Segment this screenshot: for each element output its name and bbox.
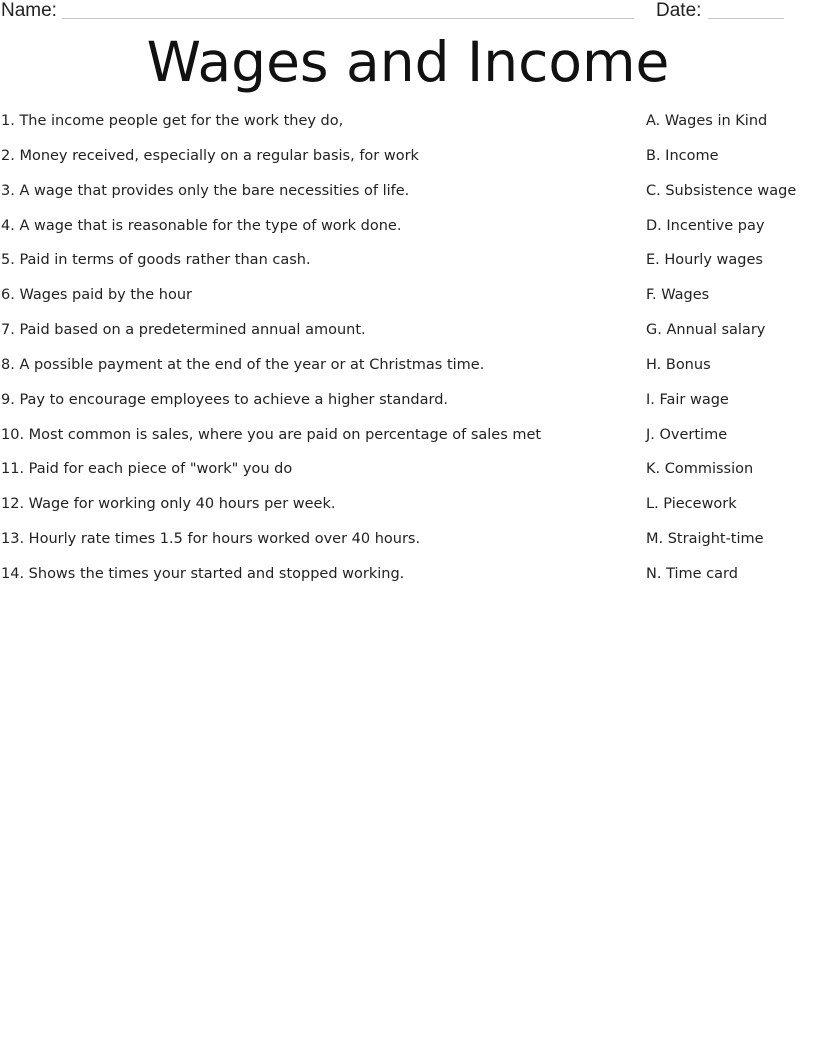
clue-text: 8. A possible payment at the end of the year or at Christmas time. — [1, 356, 485, 373]
matching-row — [0, 145, 816, 180]
clue-text: 1. The income people get for the work they do, — [1, 113, 344, 129]
matching-row — [0, 215, 816, 250]
matching-row — [0, 528, 816, 563]
date-label: Date: — [656, 0, 702, 21]
matching-row — [0, 110, 816, 145]
clue-text: 2. Money received, especially on a regular basis, for work — [1, 147, 419, 164]
answer-option: G. Annual salary — [646, 322, 766, 339]
matching-row — [0, 493, 816, 528]
matching-row — [0, 354, 816, 389]
clue-text: 7. Paid based on a predetermined annual amount. — [1, 322, 366, 339]
matching-row — [0, 389, 816, 424]
clue-text: 4. A wage that is reasonable for the type of work done. — [1, 217, 402, 234]
answer-option: J. Overtime — [646, 426, 728, 443]
matching-row — [0, 180, 816, 215]
answer-option: K. Commission — [646, 461, 754, 478]
matching-row — [0, 284, 816, 319]
answer-option: I. Fair wage — [646, 391, 729, 408]
answer-option: F. Wages — [646, 287, 710, 304]
clue-text: 12. Wage for working only 40 hours per week. — [1, 496, 336, 513]
answer-option: A. Wages in Kind — [646, 113, 768, 129]
answer-option: L. Piecework — [646, 496, 737, 513]
answer-option: N. Time card — [646, 565, 738, 582]
date-field-line[interactable] — [708, 18, 784, 19]
answer-option: H. Bonus — [646, 356, 711, 373]
answer-option: E. Hourly wages — [646, 252, 763, 269]
name-label: Name: — [1, 0, 57, 21]
name-field-line[interactable] — [62, 18, 634, 19]
clue-text: 3. A wage that provides only the bare necessities of life. — [1, 182, 410, 199]
clue-text: 13. Hourly rate times 1.5 for hours worked over 40 hours. — [1, 531, 421, 548]
clue-text: 6. Wages paid by the hour — [1, 287, 192, 304]
clue-text: 5. Paid in terms of goods rather than cash. — [1, 252, 311, 269]
matching-row — [0, 319, 816, 354]
worksheet-title: Wages and Income — [146, 30, 670, 94]
clue-text: 10. Most common is sales, where you are paid on percentage of sales met — [1, 426, 542, 443]
matching-row — [0, 563, 816, 598]
answer-option: D. Incentive pay — [646, 217, 765, 234]
matching-row — [0, 424, 816, 459]
answer-option: B. Income — [646, 147, 719, 164]
clue-text: 9. Pay to encourage employees to achieve a higher standard. — [1, 391, 449, 408]
clue-text: 11. Paid for each piece of "work" you do — [1, 461, 293, 478]
answer-option: M. Straight-time — [646, 531, 764, 548]
matching-row — [0, 458, 816, 493]
matching-list — [0, 110, 816, 598]
answer-option: C. Subsistence wage — [646, 182, 797, 199]
clue-text: 14. Shows the times your started and stopped working. — [1, 565, 405, 582]
worksheet-header — [0, 0, 816, 24]
matching-row — [0, 249, 816, 284]
